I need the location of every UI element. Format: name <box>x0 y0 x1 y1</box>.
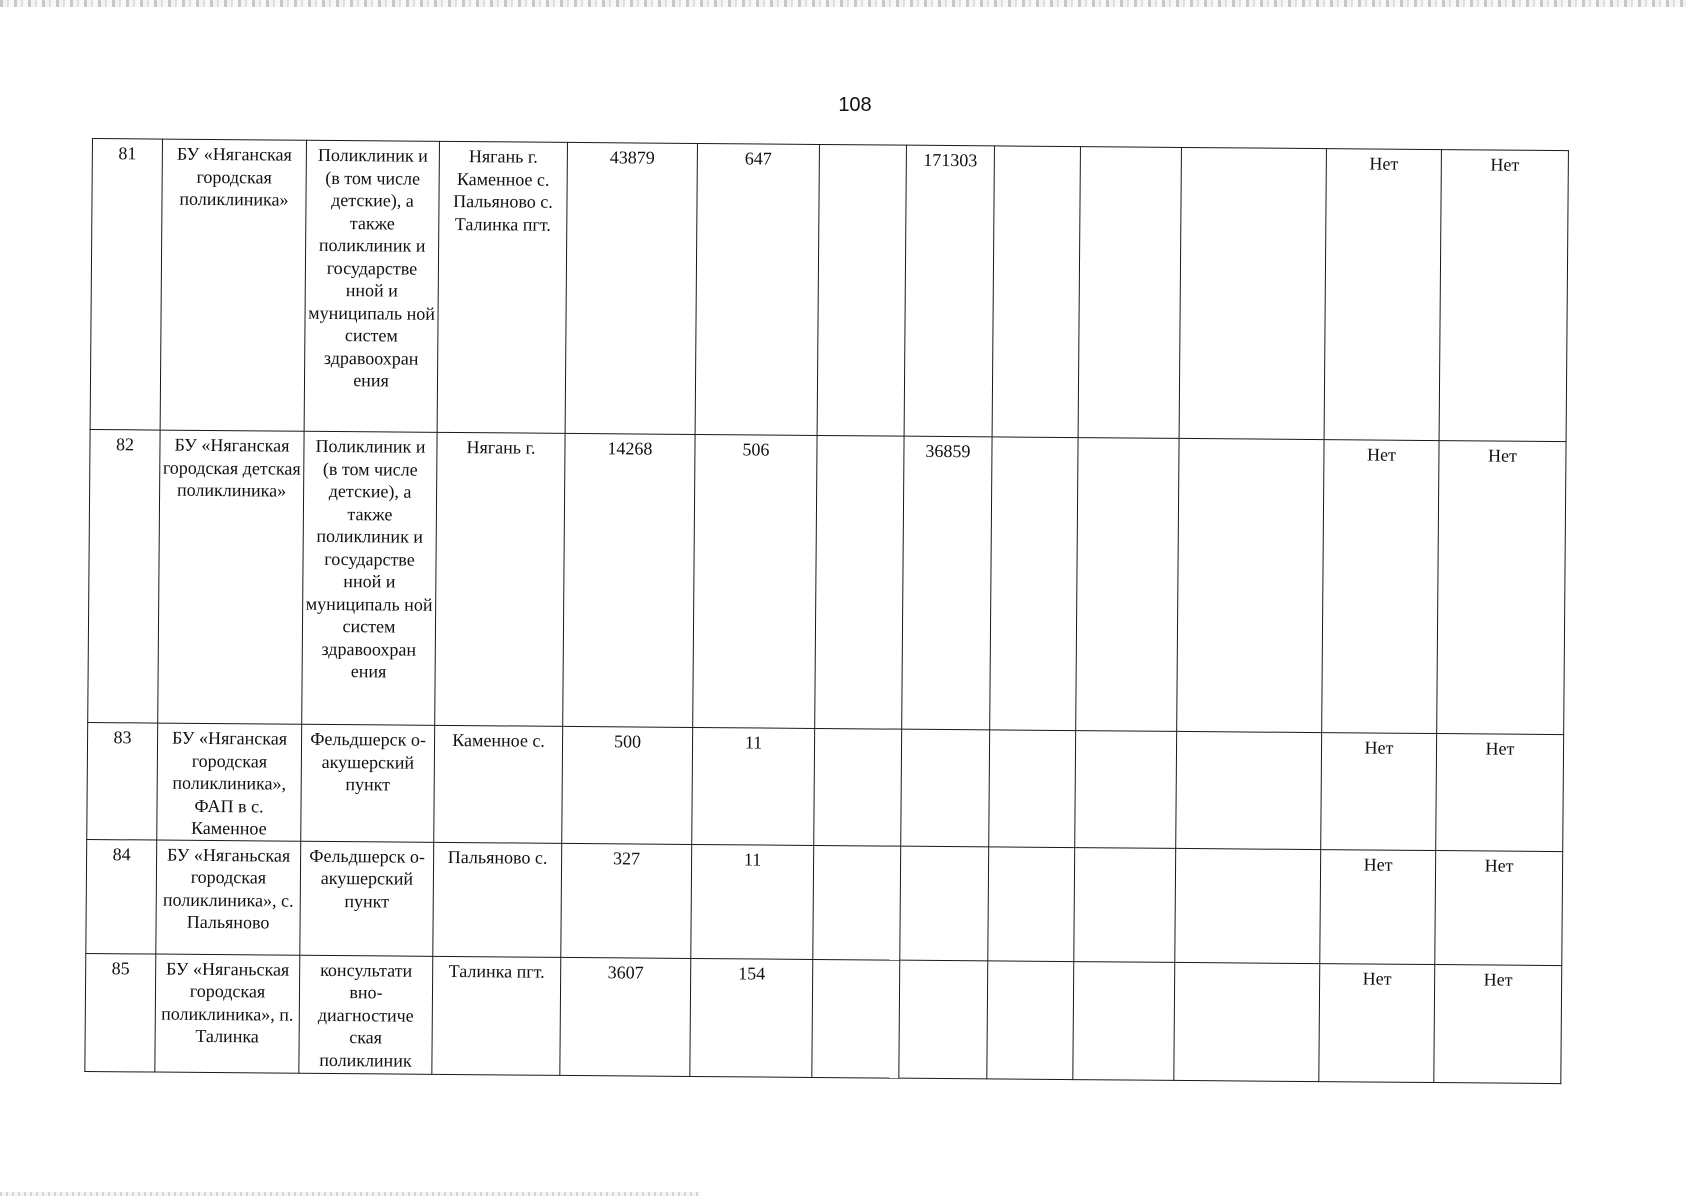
table-row <box>90 139 1568 442</box>
organization-name: БУ «Няганьская городская поликлиника», с. Пальяново <box>156 840 301 955</box>
value-cell-1: 14268 <box>563 433 695 727</box>
facilities-table <box>84 138 1569 1084</box>
answer-cell-1: Нет <box>1320 849 1436 964</box>
value-cell-7 <box>1177 438 1324 732</box>
facility-type: Фельдшерск о- акушерский пункт <box>300 841 434 956</box>
answer-cell-2: Нет <box>1434 964 1562 1083</box>
answer-cell-1: Нет <box>1321 733 1437 850</box>
value-cell-6 <box>1076 438 1179 732</box>
answer-cell-1: Нет <box>1319 963 1435 1082</box>
table-row <box>87 722 1564 851</box>
value-cell-7 <box>1174 962 1320 1081</box>
row-number: 81 <box>90 139 162 431</box>
value-cell-3 <box>817 144 906 436</box>
page-number: 108 <box>838 94 872 116</box>
value-cell-7 <box>1175 848 1321 963</box>
value-cell-2: 11 <box>692 727 815 844</box>
locality: Талинка пгт. <box>432 956 561 1075</box>
row-number: 85 <box>85 953 156 1072</box>
value-cell-1: 3607 <box>560 957 691 1076</box>
value-cell-4 <box>899 960 988 1079</box>
value-cell-4: 36859 <box>902 436 992 730</box>
organization-name: БУ «Няганская городская поликлиника» <box>160 139 306 431</box>
locality: Нягань г. <box>435 432 565 726</box>
value-cell-3 <box>815 435 904 729</box>
value-cell-4: 171303 <box>904 145 994 437</box>
value-cell-4 <box>900 846 989 961</box>
value-cell-5 <box>989 730 1076 847</box>
organization-name: БУ «Няганская городская поликлиника», ФАП в с. Каменное <box>157 723 302 841</box>
row-number: 83 <box>87 722 158 839</box>
value-cell-5 <box>992 146 1080 438</box>
value-cell-3 <box>812 959 900 1078</box>
value-cell-5 <box>987 960 1074 1079</box>
value-cell-1: 500 <box>562 726 693 844</box>
facility-type: Поликлиник и (в том числе детские), а также поликлиник и государстве нной и муниципаль ной систем здравоохран ения <box>302 431 437 725</box>
value-cell-2: 506 <box>693 434 817 728</box>
locality: Каменное с. <box>434 725 563 843</box>
table-row <box>86 839 1563 965</box>
answer-cell-2: Нет <box>1435 850 1563 965</box>
row-number: 84 <box>86 839 157 954</box>
organization-name: БУ «Няганская городская детская поликлиника» <box>158 430 304 724</box>
value-cell-3 <box>814 728 902 845</box>
row-number: 82 <box>88 429 160 723</box>
value-cell-2: 154 <box>690 958 813 1077</box>
answer-cell-1: Нет <box>1324 149 1441 441</box>
answer-cell-2: Нет <box>1436 734 1564 852</box>
value-cell-3 <box>813 845 901 960</box>
answer-cell-2: Нет <box>1439 150 1568 442</box>
organization-name: БУ «Няганьская городская поликлиника», п. Талинка <box>155 954 300 1073</box>
value-cell-1: 327 <box>561 843 692 958</box>
scan-edge-bottom <box>0 1192 700 1196</box>
facility-type: Фельдшерск о- акушерский пункт <box>301 724 435 842</box>
table-row <box>85 953 1562 1083</box>
answer-cell-2: Нет <box>1437 441 1566 735</box>
scan-edge-top <box>0 0 1686 7</box>
facility-type: консультати вно- диагностиче ская поликлиник <box>299 955 433 1074</box>
locality: Нягань г. Каменное с. Пальяново с. Талинка пгт. <box>437 141 567 433</box>
value-cell-6 <box>1075 731 1177 848</box>
value-cell-6 <box>1073 961 1175 1080</box>
locality: Пальяново с. <box>433 842 562 957</box>
value-cell-5 <box>988 846 1075 961</box>
value-cell-6 <box>1074 847 1176 962</box>
answer-cell-1: Нет <box>1322 440 1439 734</box>
value-cell-2: 647 <box>695 143 819 435</box>
table-row <box>88 429 1566 734</box>
table-container <box>84 138 1569 1084</box>
value-cell-1: 43879 <box>565 142 697 434</box>
value-cell-7 <box>1179 147 1326 439</box>
value-cell-2: 11 <box>691 844 814 959</box>
facility-type: Поликлиник и (в том числе детские), а также поликлиник и государстве нной и муниципаль ной систем здравоохран ения <box>304 140 439 432</box>
value-cell-7 <box>1176 731 1322 849</box>
value-cell-6 <box>1078 147 1181 439</box>
value-cell-5 <box>990 437 1078 731</box>
value-cell-4 <box>901 729 990 846</box>
